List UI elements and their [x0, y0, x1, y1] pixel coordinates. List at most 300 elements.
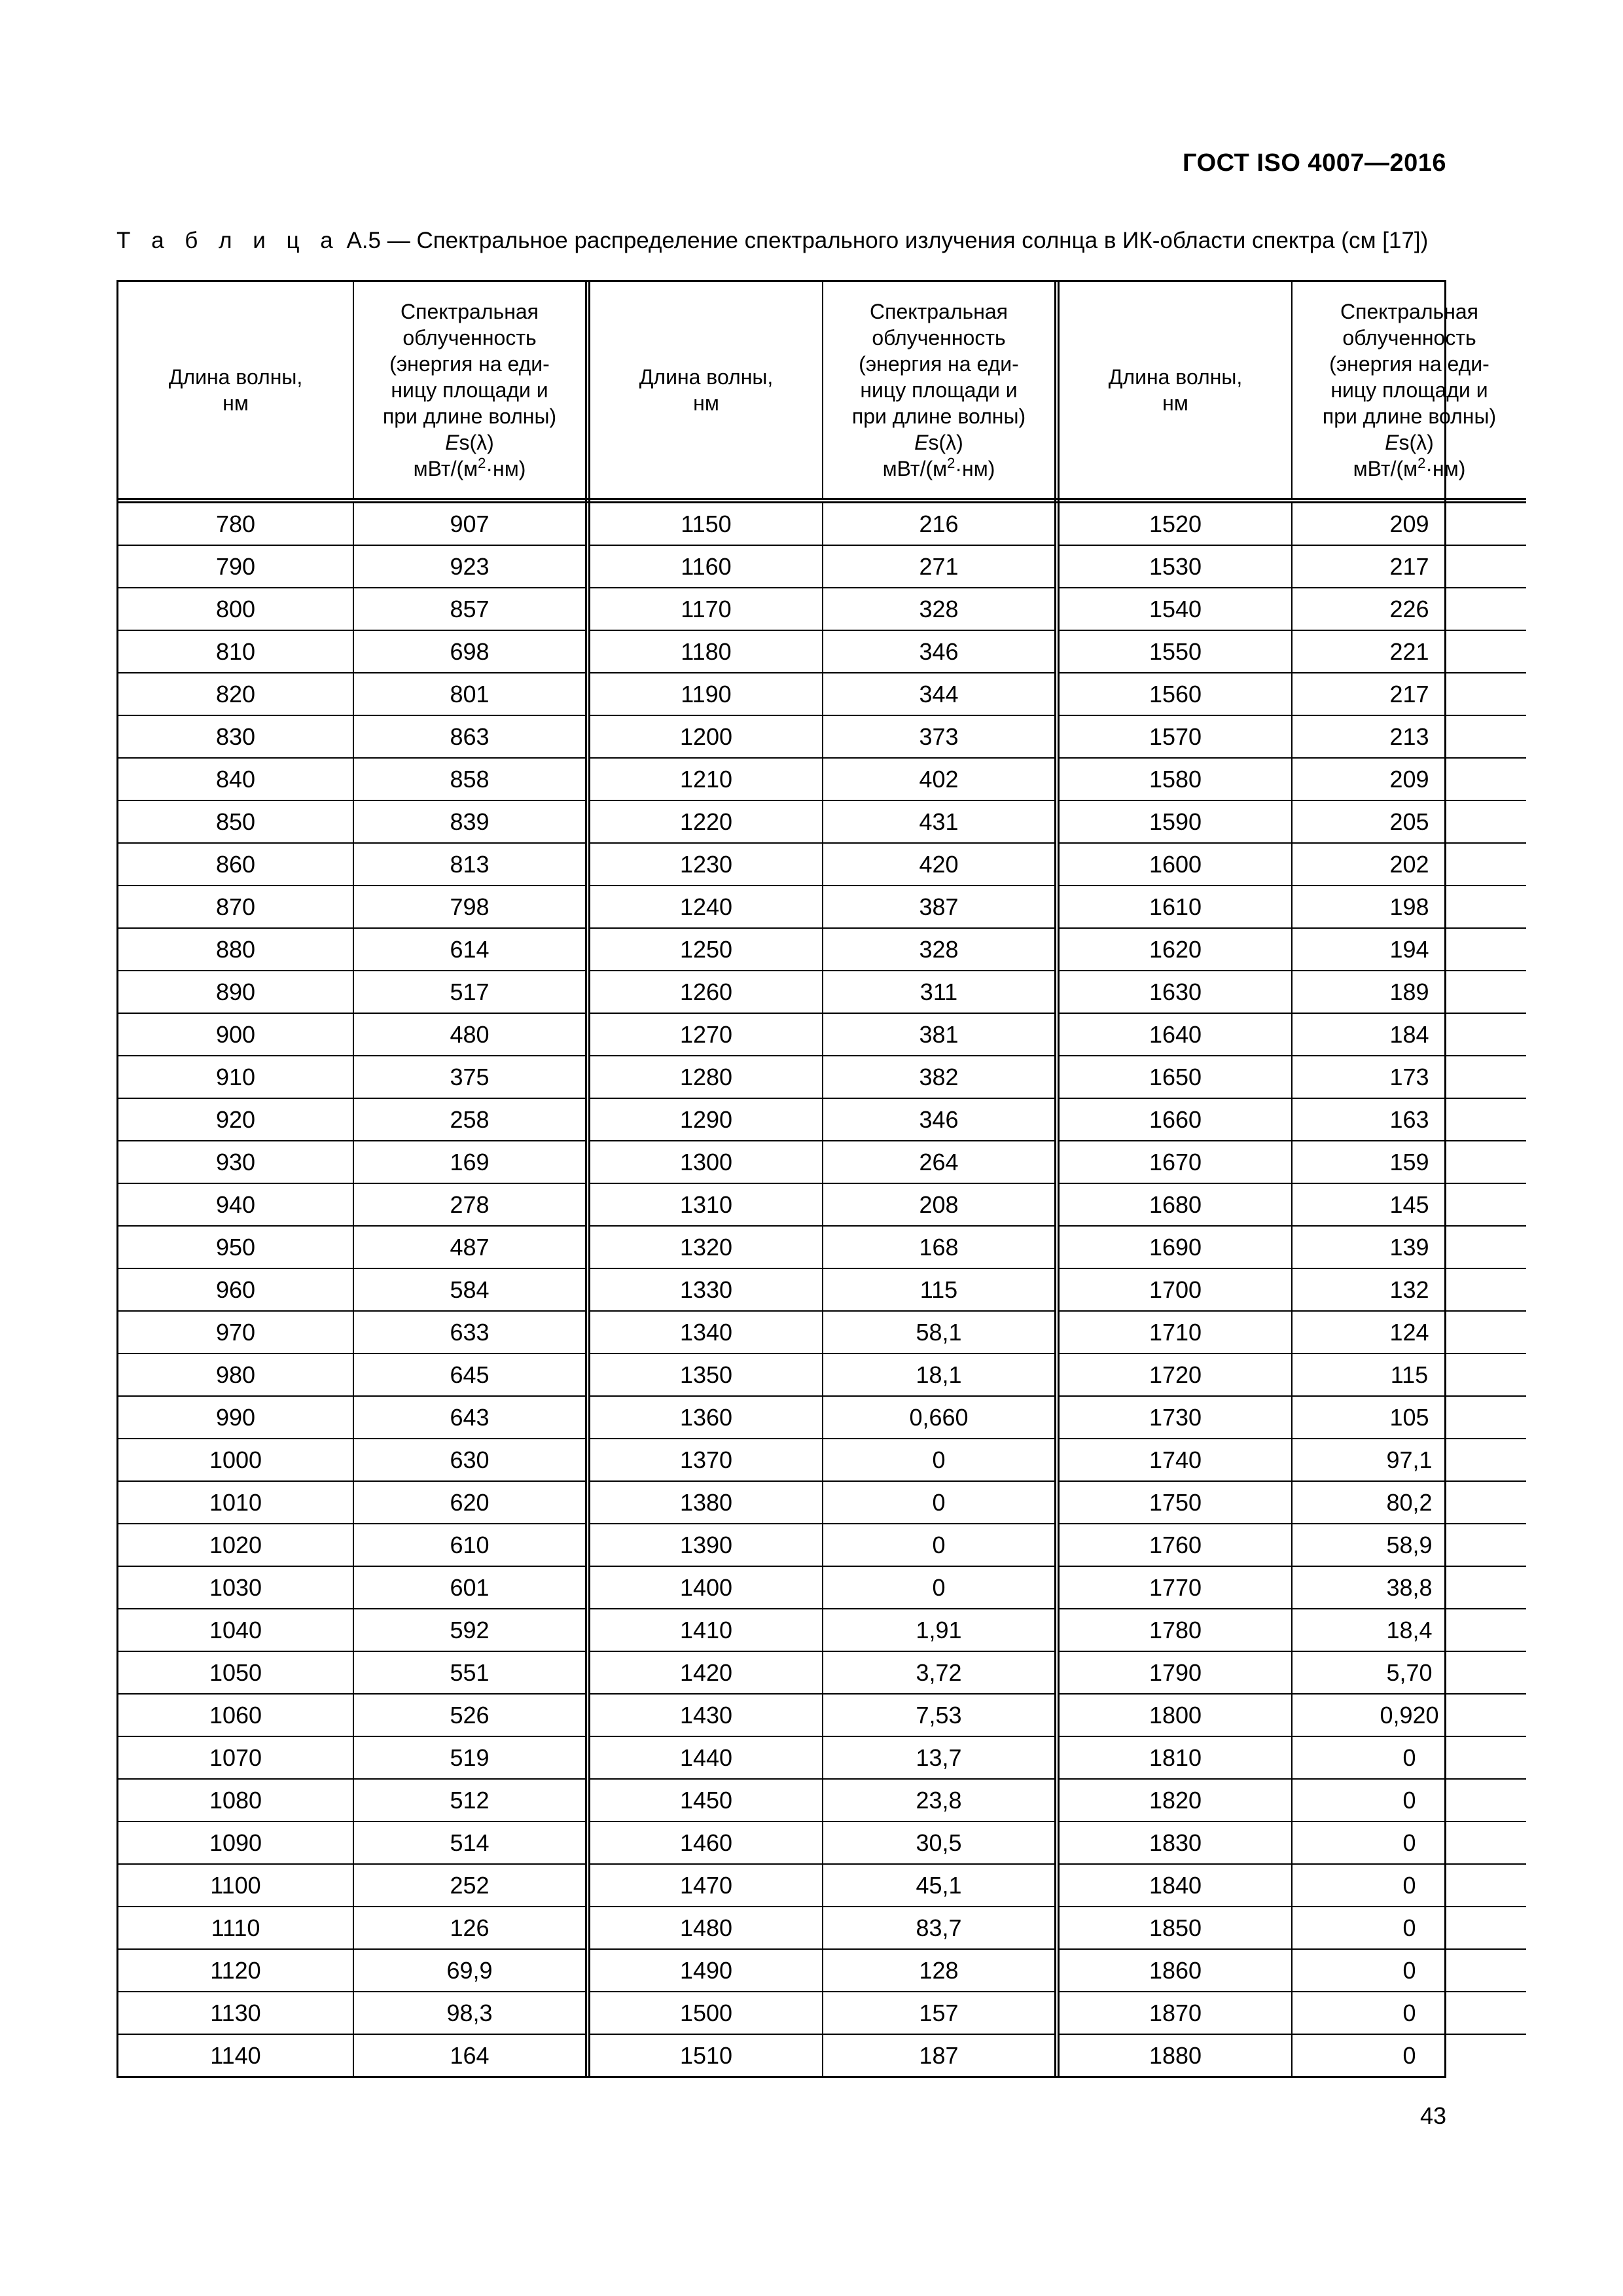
table-row	[118, 1821, 1526, 1864]
cell-wavelength: 1280	[588, 1056, 823, 1098]
table-caption-text: А.5 — Спектральное распределение спектрального излучения солнца в ИК-области спектра (см [17])	[340, 228, 1429, 253]
cell-irradiance: 98,3	[353, 1992, 588, 2034]
cell-wavelength: 1200	[588, 715, 823, 758]
cell-irradiance: 184	[1292, 1013, 1526, 1056]
header-irradiance-line4: ницу площади и	[391, 378, 548, 402]
cell-wavelength: 1090	[118, 1821, 353, 1864]
header-wavelength-line2: нм	[1162, 391, 1188, 415]
cell-irradiance: 907	[353, 501, 588, 545]
cell-wavelength: 1130	[118, 1992, 353, 2034]
cell-wavelength: 890	[118, 971, 353, 1013]
cell-irradiance: 614	[353, 928, 588, 971]
header-wavelength	[1057, 282, 1292, 501]
cell-irradiance: 159	[1292, 1141, 1526, 1183]
header-irradiance-line5: при длине волны)	[851, 404, 1026, 428]
cell-irradiance: 13,7	[823, 1736, 1057, 1779]
cell-irradiance: 132	[1292, 1268, 1526, 1311]
cell-wavelength: 1300	[588, 1141, 823, 1183]
cell-wavelength: 1180	[588, 630, 823, 673]
cell-irradiance: 30,5	[823, 1821, 1057, 1864]
table-row	[118, 758, 1526, 800]
table-caption-label: Т а б л и ц а	[116, 228, 340, 253]
table-row	[118, 1779, 1526, 1821]
cell-wavelength: 1400	[588, 1566, 823, 1609]
cell-irradiance: 139	[1292, 1226, 1526, 1268]
cell-irradiance: 0	[1292, 1864, 1526, 1907]
table-row	[118, 843, 1526, 886]
table-row	[118, 1949, 1526, 1992]
cell-wavelength: 980	[118, 1354, 353, 1396]
cell-wavelength: 850	[118, 800, 353, 843]
cell-irradiance: 431	[823, 800, 1057, 843]
header-irradiance-symbol-rest: s(λ)	[459, 431, 494, 454]
cell-wavelength: 1480	[588, 1907, 823, 1949]
cell-wavelength: 920	[118, 1098, 353, 1141]
header-irradiance-symbol-e: E	[914, 431, 929, 454]
table-row	[118, 1566, 1526, 1609]
cell-wavelength: 1000	[118, 1439, 353, 1481]
header-wavelength-line1: Длина волны,	[639, 365, 774, 389]
cell-irradiance: 592	[353, 1609, 588, 1651]
cell-wavelength: 870	[118, 886, 353, 928]
table-row	[118, 1311, 1526, 1354]
table-row	[118, 715, 1526, 758]
header-irradiance-unit-b: ·нм)	[1425, 457, 1466, 480]
cell-wavelength: 1800	[1057, 1694, 1292, 1736]
table-row	[118, 1481, 1526, 1524]
spectral-table-frame	[116, 280, 1497, 2078]
table-row	[118, 1609, 1526, 1651]
cell-wavelength: 1020	[118, 1524, 353, 1566]
cell-irradiance: 601	[353, 1566, 588, 1609]
cell-irradiance: 643	[353, 1396, 588, 1439]
cell-wavelength: 1570	[1057, 715, 1292, 758]
cell-wavelength: 1830	[1057, 1821, 1292, 1864]
cell-irradiance: 0	[1292, 1949, 1526, 1992]
cell-wavelength: 1600	[1057, 843, 1292, 886]
cell-irradiance: 83,7	[823, 1907, 1057, 1949]
cell-wavelength: 1660	[1057, 1098, 1292, 1141]
cell-irradiance: 344	[823, 673, 1057, 715]
cell-wavelength: 800	[118, 588, 353, 630]
table-body	[118, 501, 1526, 2076]
table-row	[118, 1226, 1526, 1268]
table-row	[118, 971, 1526, 1013]
cell-irradiance: 526	[353, 1694, 588, 1736]
cell-irradiance: 698	[353, 630, 588, 673]
cell-wavelength: 1710	[1057, 1311, 1292, 1354]
cell-irradiance: 194	[1292, 928, 1526, 971]
cell-wavelength: 1220	[588, 800, 823, 843]
cell-irradiance: 0	[823, 1566, 1057, 1609]
header-irradiance-line4: ницу площади и	[860, 378, 1018, 402]
cell-wavelength: 1100	[118, 1864, 353, 1907]
cell-irradiance: 0	[1292, 1821, 1526, 1864]
cell-wavelength: 1080	[118, 1779, 353, 1821]
cell-wavelength: 1670	[1057, 1141, 1292, 1183]
header-irradiance	[1292, 282, 1526, 501]
cell-irradiance: 381	[823, 1013, 1057, 1056]
cell-wavelength: 1380	[588, 1481, 823, 1524]
cell-irradiance: 169	[353, 1141, 588, 1183]
cell-wavelength: 1110	[118, 1907, 353, 1949]
cell-irradiance: 217	[1292, 673, 1526, 715]
cell-wavelength: 1540	[1057, 588, 1292, 630]
table-row	[118, 800, 1526, 843]
cell-irradiance: 0	[823, 1439, 1057, 1481]
header-irradiance-line3: (энергия на еди-	[389, 352, 550, 376]
header-wavelength	[588, 282, 823, 501]
cell-wavelength: 990	[118, 1396, 353, 1439]
cell-irradiance: 514	[353, 1821, 588, 1864]
cell-wavelength: 1580	[1057, 758, 1292, 800]
header-irradiance-line1: Спектральная	[401, 300, 539, 323]
cell-irradiance: 923	[353, 545, 588, 588]
cell-wavelength: 1720	[1057, 1354, 1292, 1396]
cell-irradiance: 157	[823, 1992, 1057, 2034]
table-row	[118, 1013, 1526, 1056]
cell-wavelength: 1310	[588, 1183, 823, 1226]
table-row	[118, 1864, 1526, 1907]
cell-wavelength: 1730	[1057, 1396, 1292, 1439]
cell-irradiance: 645	[353, 1354, 588, 1396]
header-irradiance-unit-a: мВт/(м	[882, 457, 948, 480]
cell-wavelength: 1760	[1057, 1524, 1292, 1566]
cell-wavelength: 960	[118, 1268, 353, 1311]
cell-irradiance: 23,8	[823, 1779, 1057, 1821]
table-row	[118, 1651, 1526, 1694]
cell-irradiance: 863	[353, 715, 588, 758]
cell-irradiance: 128	[823, 1949, 1057, 1992]
header-irradiance-line3: (энергия на еди-	[859, 352, 1019, 376]
cell-irradiance: 5,70	[1292, 1651, 1526, 1694]
cell-irradiance: 97,1	[1292, 1439, 1526, 1481]
table-row	[118, 1524, 1526, 1566]
cell-wavelength: 1550	[1057, 630, 1292, 673]
header-wavelength-line2: нм	[223, 391, 249, 415]
header-irradiance-unit-sup: 2	[478, 455, 486, 471]
cell-wavelength: 1420	[588, 1651, 823, 1694]
cell-wavelength: 1010	[118, 1481, 353, 1524]
cell-irradiance: 0	[1292, 2034, 1526, 2076]
cell-wavelength: 1060	[118, 1694, 353, 1736]
cell-wavelength: 1820	[1057, 1779, 1292, 1821]
cell-wavelength: 1520	[1057, 501, 1292, 545]
cell-irradiance: 346	[823, 630, 1057, 673]
header-irradiance-line4: ницу площади и	[1330, 378, 1488, 402]
cell-wavelength: 1270	[588, 1013, 823, 1056]
cell-wavelength: 1470	[588, 1864, 823, 1907]
cell-irradiance: 258	[353, 1098, 588, 1141]
header-wavelength	[118, 282, 353, 501]
table-row	[118, 1439, 1526, 1481]
cell-wavelength: 1860	[1057, 1949, 1292, 1992]
cell-irradiance: 58,1	[823, 1311, 1057, 1354]
header-irradiance-line2: облученность	[872, 326, 1006, 350]
cell-wavelength: 1150	[588, 501, 823, 545]
cell-wavelength: 1870	[1057, 1992, 1292, 2034]
table-row	[118, 1268, 1526, 1311]
cell-irradiance: 226	[1292, 588, 1526, 630]
cell-irradiance: 487	[353, 1226, 588, 1268]
cell-irradiance: 620	[353, 1481, 588, 1524]
table-row	[118, 2034, 1526, 2076]
cell-wavelength: 1260	[588, 971, 823, 1013]
cell-wavelength: 1250	[588, 928, 823, 971]
cell-wavelength: 1370	[588, 1439, 823, 1481]
table-row	[118, 1098, 1526, 1141]
cell-wavelength: 1770	[1057, 1566, 1292, 1609]
cell-wavelength: 1750	[1057, 1481, 1292, 1524]
cell-irradiance: 208	[823, 1183, 1057, 1226]
cell-wavelength: 830	[118, 715, 353, 758]
cell-wavelength: 1680	[1057, 1183, 1292, 1226]
cell-wavelength: 900	[118, 1013, 353, 1056]
cell-irradiance: 213	[1292, 715, 1526, 758]
header-wavelength-line1: Длина волны,	[1108, 365, 1243, 389]
cell-irradiance: 209	[1292, 501, 1526, 545]
cell-wavelength: 1120	[118, 1949, 353, 1992]
cell-irradiance: 198	[1292, 886, 1526, 928]
cell-irradiance: 373	[823, 715, 1057, 758]
header-irradiance-symbol-e: E	[445, 431, 459, 454]
cell-irradiance: 798	[353, 886, 588, 928]
cell-irradiance: 7,53	[823, 1694, 1057, 1736]
cell-wavelength: 1330	[588, 1268, 823, 1311]
header-irradiance-line2: облученность	[402, 326, 537, 350]
cell-irradiance: 205	[1292, 800, 1526, 843]
header-irradiance-unit-sup: 2	[947, 455, 955, 471]
page-number: 43	[1419, 2102, 1446, 2129]
cell-wavelength: 1620	[1057, 928, 1292, 971]
document-code: ГОСТ ISO 4007—2016	[1183, 149, 1446, 177]
table-row	[118, 1694, 1526, 1736]
header-irradiance	[823, 282, 1057, 501]
cell-irradiance: 115	[823, 1268, 1057, 1311]
cell-wavelength: 1140	[118, 2034, 353, 2076]
table-row	[118, 673, 1526, 715]
cell-wavelength: 810	[118, 630, 353, 673]
cell-irradiance: 189	[1292, 971, 1526, 1013]
cell-irradiance: 58,9	[1292, 1524, 1526, 1566]
cell-irradiance: 0	[1292, 1779, 1526, 1821]
cell-irradiance: 163	[1292, 1098, 1526, 1141]
table-row	[118, 630, 1526, 673]
cell-irradiance: 145	[1292, 1183, 1526, 1226]
header-irradiance-unit-b: ·нм)	[486, 457, 526, 480]
cell-irradiance: 216	[823, 501, 1057, 545]
cell-irradiance: 512	[353, 1779, 588, 1821]
cell-irradiance: 519	[353, 1736, 588, 1779]
header-irradiance-unit-a: мВт/(м	[1353, 457, 1418, 480]
cell-irradiance: 18,4	[1292, 1609, 1526, 1651]
header-irradiance-symbol-rest: s(λ)	[928, 431, 963, 454]
table-row	[118, 1141, 1526, 1183]
cell-irradiance: 630	[353, 1439, 588, 1481]
cell-wavelength: 1530	[1057, 545, 1292, 588]
table-row	[118, 545, 1526, 588]
cell-wavelength: 790	[118, 545, 353, 588]
cell-wavelength: 840	[118, 758, 353, 800]
table-row	[118, 588, 1526, 630]
cell-irradiance: 0	[823, 1524, 1057, 1566]
cell-irradiance: 45,1	[823, 1864, 1057, 1907]
cell-irradiance: 839	[353, 800, 588, 843]
cell-irradiance: 105	[1292, 1396, 1526, 1439]
cell-wavelength: 1610	[1057, 886, 1292, 928]
cell-irradiance: 202	[1292, 843, 1526, 886]
cell-irradiance: 857	[353, 588, 588, 630]
table-row	[118, 1736, 1526, 1779]
cell-wavelength: 1640	[1057, 1013, 1292, 1056]
cell-wavelength: 1560	[1057, 673, 1292, 715]
cell-irradiance: 164	[353, 2034, 588, 2076]
cell-irradiance: 801	[353, 673, 588, 715]
cell-irradiance: 346	[823, 1098, 1057, 1141]
cell-wavelength: 1430	[588, 1694, 823, 1736]
cell-wavelength: 970	[118, 1311, 353, 1354]
cell-wavelength: 1840	[1057, 1864, 1292, 1907]
cell-irradiance: 271	[823, 545, 1057, 588]
cell-wavelength: 1350	[588, 1354, 823, 1396]
header-irradiance-line1: Спектральная	[1340, 300, 1478, 323]
cell-irradiance: 38,8	[1292, 1566, 1526, 1609]
cell-irradiance: 18,1	[823, 1354, 1057, 1396]
cell-irradiance: 375	[353, 1056, 588, 1098]
header-wavelength-line1: Длина волны,	[168, 365, 303, 389]
cell-irradiance: 0	[1292, 1736, 1526, 1779]
cell-wavelength: 860	[118, 843, 353, 886]
cell-wavelength: 1190	[588, 673, 823, 715]
cell-irradiance: 551	[353, 1651, 588, 1694]
cell-irradiance: 328	[823, 928, 1057, 971]
cell-irradiance: 209	[1292, 758, 1526, 800]
cell-irradiance: 633	[353, 1311, 588, 1354]
cell-wavelength: 1170	[588, 588, 823, 630]
cell-irradiance: 69,9	[353, 1949, 588, 1992]
cell-irradiance: 0	[1292, 1992, 1526, 2034]
cell-wavelength: 1440	[588, 1736, 823, 1779]
cell-wavelength: 1290	[588, 1098, 823, 1141]
header-irradiance-line5: при длине волны)	[1322, 404, 1497, 428]
header-irradiance	[353, 282, 588, 501]
cell-irradiance: 610	[353, 1524, 588, 1566]
header-irradiance-unit-b: ·нм)	[955, 457, 995, 480]
cell-wavelength: 1030	[118, 1566, 353, 1609]
header-irradiance-symbol-rest: s(λ)	[1399, 431, 1434, 454]
cell-irradiance: 187	[823, 2034, 1057, 2076]
cell-irradiance: 80,2	[1292, 1481, 1526, 1524]
cell-wavelength: 1510	[588, 2034, 823, 2076]
header-irradiance-unit-a: мВт/(м	[413, 457, 478, 480]
cell-wavelength: 1040	[118, 1609, 353, 1651]
table-row	[118, 928, 1526, 971]
cell-wavelength: 1690	[1057, 1226, 1292, 1268]
cell-irradiance: 402	[823, 758, 1057, 800]
cell-wavelength: 880	[118, 928, 353, 971]
cell-irradiance: 0,660	[823, 1396, 1057, 1439]
table-row	[118, 1183, 1526, 1226]
cell-wavelength: 1460	[588, 1821, 823, 1864]
cell-wavelength: 1500	[588, 1992, 823, 2034]
cell-wavelength: 950	[118, 1226, 353, 1268]
cell-irradiance: 1,91	[823, 1609, 1057, 1651]
header-irradiance-line1: Спектральная	[870, 300, 1008, 323]
table-row	[118, 1056, 1526, 1098]
cell-wavelength: 1320	[588, 1226, 823, 1268]
cell-wavelength: 1070	[118, 1736, 353, 1779]
cell-wavelength: 1490	[588, 1949, 823, 1992]
cell-wavelength: 1450	[588, 1779, 823, 1821]
header-irradiance-line5: при длине волны)	[382, 404, 557, 428]
cell-irradiance: 813	[353, 843, 588, 886]
header-irradiance-unit-sup: 2	[1418, 455, 1426, 471]
cell-wavelength: 1410	[588, 1609, 823, 1651]
cell-irradiance: 221	[1292, 630, 1526, 673]
cell-wavelength: 1340	[588, 1311, 823, 1354]
cell-wavelength: 1630	[1057, 971, 1292, 1013]
cell-irradiance: 252	[353, 1864, 588, 1907]
cell-wavelength: 820	[118, 673, 353, 715]
cell-irradiance: 517	[353, 971, 588, 1013]
cell-irradiance: 584	[353, 1268, 588, 1311]
cell-irradiance: 264	[823, 1141, 1057, 1183]
cell-irradiance: 387	[823, 886, 1057, 928]
cell-irradiance: 126	[353, 1907, 588, 1949]
table-row	[118, 1907, 1526, 1949]
cell-wavelength: 930	[118, 1141, 353, 1183]
cell-wavelength: 1160	[588, 545, 823, 588]
cell-irradiance: 480	[353, 1013, 588, 1056]
cell-irradiance: 0	[1292, 1907, 1526, 1949]
cell-wavelength: 1390	[588, 1524, 823, 1566]
cell-irradiance: 382	[823, 1056, 1057, 1098]
cell-irradiance: 3,72	[823, 1651, 1057, 1694]
table-header-row	[118, 282, 1526, 501]
cell-wavelength: 1240	[588, 886, 823, 928]
cell-irradiance: 115	[1292, 1354, 1526, 1396]
cell-wavelength: 1810	[1057, 1736, 1292, 1779]
cell-irradiance: 858	[353, 758, 588, 800]
cell-irradiance: 311	[823, 971, 1057, 1013]
cell-wavelength: 940	[118, 1183, 353, 1226]
cell-wavelength: 1360	[588, 1396, 823, 1439]
cell-wavelength: 1650	[1057, 1056, 1292, 1098]
cell-wavelength: 1050	[118, 1651, 353, 1694]
cell-irradiance: 173	[1292, 1056, 1526, 1098]
cell-wavelength: 780	[118, 501, 353, 545]
table-caption	[116, 228, 1445, 254]
cell-irradiance: 0	[823, 1481, 1057, 1524]
cell-irradiance: 328	[823, 588, 1057, 630]
cell-irradiance: 0,920	[1292, 1694, 1526, 1736]
header-irradiance-line2: облученность	[1342, 326, 1476, 350]
cell-wavelength: 1740	[1057, 1439, 1292, 1481]
spectral-irradiance-table	[118, 282, 1526, 2076]
cell-irradiance: 124	[1292, 1311, 1526, 1354]
cell-irradiance: 168	[823, 1226, 1057, 1268]
cell-wavelength: 1230	[588, 843, 823, 886]
table-row	[118, 886, 1526, 928]
cell-irradiance: 278	[353, 1183, 588, 1226]
cell-wavelength: 1210	[588, 758, 823, 800]
cell-wavelength: 1780	[1057, 1609, 1292, 1651]
cell-wavelength: 910	[118, 1056, 353, 1098]
cell-wavelength: 1850	[1057, 1907, 1292, 1949]
header-irradiance-symbol-e: E	[1385, 431, 1399, 454]
cell-wavelength: 1790	[1057, 1651, 1292, 1694]
table-row	[118, 1396, 1526, 1439]
